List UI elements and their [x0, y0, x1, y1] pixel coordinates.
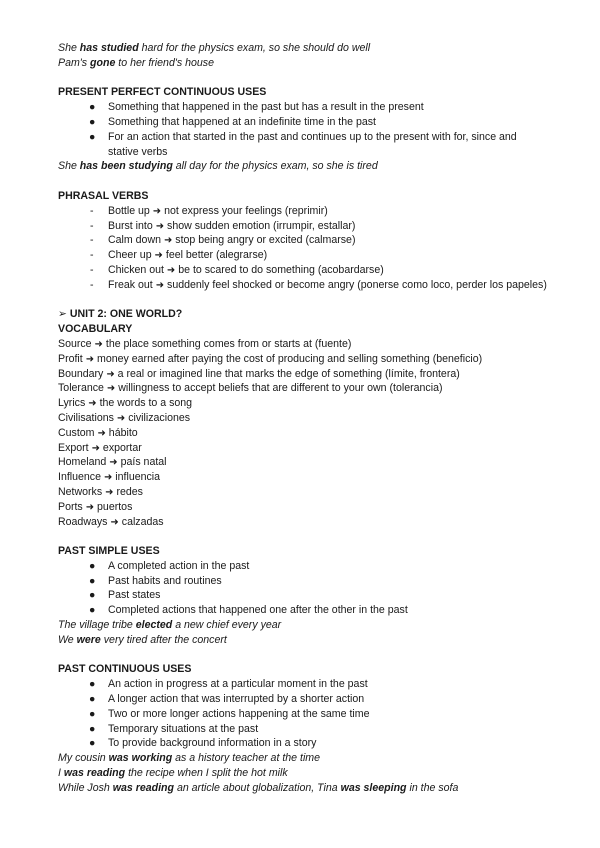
dash-icon: - [90, 204, 94, 217]
arrow-icon: ➜ [91, 442, 100, 454]
vocab-item: Profit ➜ money earned after paying the cost of producing and selling something (beneficio) [58, 352, 483, 365]
example-sentence: She has been studying all day for the physics exam, so she is tired [58, 160, 378, 173]
arrow-icon: ➜ [155, 220, 165, 232]
arrow-icon: ➜ [88, 398, 97, 410]
bullet-item: ● Past states [89, 589, 161, 602]
bullet-icon: ● [89, 101, 96, 114]
arrow-icon: ➜ [85, 501, 95, 513]
section-heading: PRESENT PERFECT CONTINUOUS USES [58, 86, 267, 99]
arrow-icon: ➜ [106, 383, 116, 395]
bullet-item: ● An action in progress at a particular moment in the past [89, 678, 368, 691]
arrow-icon: ➜ [152, 205, 162, 217]
vocab-item: Boundary ➜ a real or imagined line that marks the edge of something (límite, frontera) [58, 367, 460, 380]
bullet-icon: ● [89, 559, 96, 572]
list-item: - Chicken out ➜ be to scared to do something (acobardarse) [90, 263, 384, 276]
list-item: - Calm down ➜ stop being angry or excited (calmarse) [90, 234, 356, 247]
bullet-item: ● Past habits and routines [89, 574, 222, 587]
bullet-item: ● A longer action that was interrupted by a shorter action [89, 693, 365, 706]
unit-heading: ➢ UNIT 2: ONE WORLD? [58, 308, 183, 321]
vocab-item: Export ➜ exportar [58, 441, 142, 454]
arrow-icon: ➜ [110, 516, 119, 528]
arrow-icon: ➜ [94, 338, 103, 350]
bullet-icon: ● [89, 574, 96, 587]
arrow-icon: ➜ [103, 472, 113, 484]
bullet-icon: ● [89, 589, 96, 602]
vocab-item: Influence ➜ influencia [58, 471, 161, 484]
bullet-icon: ● [89, 130, 96, 143]
bullet-item: ● Something that happened in the past but has a result in the present [89, 101, 424, 114]
dash-icon: - [90, 263, 94, 276]
arrow-icon: ➜ [106, 368, 115, 380]
bullet-item: ● To provide background information in a story [89, 737, 317, 750]
arrow-icon: ➜ [116, 412, 126, 424]
list-item: - Cheer up ➜ feel better (alegrarse) [90, 249, 268, 262]
arrow-icon: ➜ [97, 427, 106, 439]
dash-icon: - [90, 249, 94, 262]
example-sentence: I was reading the recipe when I split the hot milk [58, 767, 288, 780]
bullet-item: ● For an action that started in the past and continues up to the present with for, since and stative verbs [89, 130, 517, 158]
section-heading: PAST SIMPLE USES [58, 545, 160, 558]
bullet-item: ● Temporary situations at the past [89, 722, 259, 735]
vocab-item: Tolerance ➜ willingness to accept beliefs that are different to your own (tolerancia) [58, 382, 443, 395]
arrow-icon: ➜ [105, 486, 114, 498]
bullet-icon: ● [89, 678, 96, 691]
example-sentence: My cousin was working as a history teacher at the time [58, 752, 321, 765]
section-heading: VOCABULARY [58, 323, 133, 336]
document-page [58, 41, 578, 796]
list-item: - Burst into ➜ show sudden emotion (irrumpir, estallar) [90, 219, 356, 232]
arrow-icon: ➜ [155, 279, 165, 291]
vocab-item: Roadways ➜ calzadas [58, 515, 164, 528]
bullet-icon: ● [89, 693, 96, 706]
bullet-icon: ● [89, 737, 96, 750]
vocab-item: Networks ➜ redes [58, 485, 143, 498]
bullet-icon: ● [89, 707, 96, 720]
vocab-item: Custom ➜ hábito [58, 426, 138, 439]
vocab-item: Homeland ➜ país natal [58, 456, 167, 469]
bullet-item: ● A completed action in the past [89, 559, 250, 572]
vocab-item: Source ➜ the place something comes from or starts at (fuente) [58, 337, 352, 350]
bullet-item: ● Completed actions that happened one after the other in the past [89, 604, 408, 617]
arrow-icon: ➜ [163, 235, 173, 247]
list-item: - Freak out ➜ suddenly feel shocked or become angry (ponerse como loco, perder los papeles) [90, 278, 547, 291]
example-sentence: Pam's gone to her friend's house [58, 56, 214, 69]
arrow-icon: ➜ [166, 264, 176, 276]
bullet-item: ● Something that happened at an indefinite time in the past [89, 115, 376, 128]
dash-icon: - [90, 234, 94, 247]
example-sentence: While Josh was reading an article about globalization, Tina was sleeping in the sofa [58, 781, 459, 794]
example-sentence: We were very tired after the concert [58, 633, 227, 646]
arrow-icon: ➜ [85, 353, 95, 365]
bullet-icon: ● [89, 115, 96, 128]
bullet-icon: ● [89, 722, 96, 735]
section-heading: PAST CONTINUOUS USES [58, 663, 192, 676]
dash-icon: - [90, 219, 94, 232]
section-heading: PHRASAL VERBS [58, 189, 149, 202]
example-sentence: She has studied hard for the physics exam, so she should do well [58, 42, 371, 54]
bullet-item: ● Two or more longer actions happening at the same time [89, 707, 370, 720]
bullet-icon: ● [89, 604, 96, 617]
dash-icon: - [90, 278, 94, 291]
list-item: - Bottle up ➜ not express your feelings (reprimir) [90, 204, 328, 217]
arrow-icon: ➜ [109, 457, 118, 469]
example-sentence: The village tribe elected a new chief every year [58, 619, 282, 632]
vocab-item: Lyrics ➜ the words to a song [58, 397, 193, 410]
arrowhead-icon: ➢ [58, 308, 67, 321]
vocab-item: Civilisations ➜ civilizaciones [58, 411, 191, 424]
arrow-icon: ➜ [154, 250, 163, 262]
vocab-item: Ports ➜ puertos [58, 500, 133, 513]
